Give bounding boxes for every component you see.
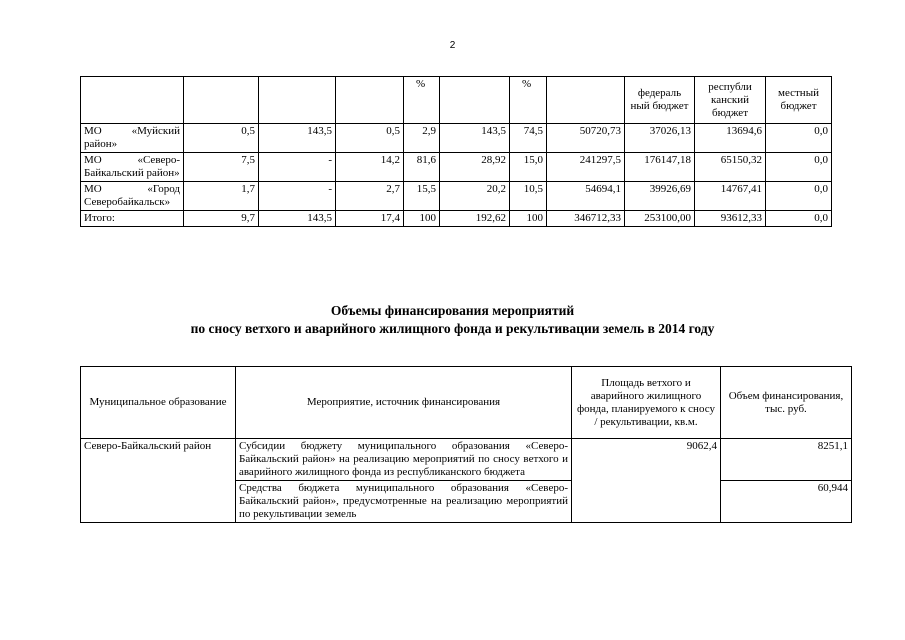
table-cell: 20,2 <box>440 182 510 211</box>
table-cell: 28,92 <box>440 153 510 182</box>
table-cell: 0,5 <box>184 124 259 153</box>
amount-value: 60,944 <box>721 481 852 523</box>
header-cell <box>184 77 259 124</box>
table-cell: 14767,41 <box>695 182 766 211</box>
table-cell: 37026,13 <box>625 124 695 153</box>
table-cell: 15,0 <box>510 153 547 182</box>
district-name: МО «Город Северобайкальск» <box>81 182 184 211</box>
area-value: 9062,4 <box>572 439 721 523</box>
table-cell: 100 <box>404 211 440 227</box>
page-number: 2 <box>449 40 456 51</box>
table-cell: 17,4 <box>336 211 404 227</box>
measure-description: Субсидии бюджету муниципального образования «Северо-Байкальский район» на реализацию мероприятий по сносу ветхого и аварийного жилищного фонда из республиканского бюджета <box>236 439 572 481</box>
table-cell: 241297,5 <box>547 153 625 182</box>
table-cell: 39926,69 <box>625 182 695 211</box>
table-cell: 0,5 <box>336 124 404 153</box>
table-cell: 253100,00 <box>625 211 695 227</box>
header-republic-budget: республи канский бюджет <box>695 77 766 124</box>
header-cell-percent: % <box>404 77 440 124</box>
amount-value: 8251,1 <box>721 439 852 481</box>
table-cell: 0,0 <box>766 153 832 182</box>
table-cell: 13694,6 <box>695 124 766 153</box>
financing-table <box>80 366 852 523</box>
table-header-row <box>81 367 852 439</box>
district-name: МО «Муйский район» <box>81 124 184 153</box>
header-municipality: Муниципальное образование <box>81 367 236 439</box>
table-row <box>81 153 832 182</box>
total-label: Итого: <box>81 211 184 227</box>
table-cell: 9,7 <box>184 211 259 227</box>
header-local-budget: местный бюджет <box>766 77 832 124</box>
header-amount: Объем финансирования, тыс. руб. <box>721 367 852 439</box>
table-cell: - <box>259 153 336 182</box>
measure-description: Средства бюджета муниципального образования «Северо-Байкальский район», предусмотренные на реализацию мероприятий по рекультивации земель <box>236 481 572 523</box>
section-title-line2: по сносу ветхого и аварийного жилищного фонда и рекультивации земель в 2014 году <box>190 321 715 336</box>
header-cell <box>259 77 336 124</box>
header-cell <box>440 77 510 124</box>
total-row <box>81 211 832 227</box>
header-federal-budget: федераль ный бюджет <box>625 77 695 124</box>
table-cell: 93612,33 <box>695 211 766 227</box>
table-cell: 143,5 <box>259 211 336 227</box>
header-cell <box>547 77 625 124</box>
table-cell: 50720,73 <box>547 124 625 153</box>
district-name: МО «Северо-Байкальский район» <box>81 153 184 182</box>
table-cell: 0,0 <box>766 182 832 211</box>
table-cell: 346712,33 <box>547 211 625 227</box>
table-cell: 7,5 <box>184 153 259 182</box>
municipality-name: Северо-Байкальский район <box>81 439 236 523</box>
table-cell: 15,5 <box>404 182 440 211</box>
table-cell: 100 <box>510 211 547 227</box>
table-cell: 192,62 <box>440 211 510 227</box>
table-cell: 14,2 <box>336 153 404 182</box>
header-measure: Мероприятие, источник финансирования <box>236 367 572 439</box>
table-cell: 1,7 <box>184 182 259 211</box>
header-cell <box>81 77 184 124</box>
section-title-line1: Объемы финансирования мероприятий <box>330 303 575 318</box>
table-cell: 176147,18 <box>625 153 695 182</box>
table-cell: 10,5 <box>510 182 547 211</box>
header-cell-percent: % <box>510 77 547 124</box>
table-cell: 2,7 <box>336 182 404 211</box>
table-cell: 54694,1 <box>547 182 625 211</box>
table-cell: 81,6 <box>404 153 440 182</box>
header-area: Площадь ветхого и аварийного жилищного фонда, планируемого к сносу / рекультивации, кв.м. <box>572 367 721 439</box>
header-cell <box>336 77 404 124</box>
table-header-row <box>81 77 832 124</box>
table-cell: 0,0 <box>766 211 832 227</box>
table-cell: 74,5 <box>510 124 547 153</box>
table-row <box>81 439 852 481</box>
table-row <box>81 182 832 211</box>
district-summary-table <box>80 76 832 227</box>
table-cell: - <box>259 182 336 211</box>
table-cell: 65150,32 <box>695 153 766 182</box>
table-row <box>81 124 832 153</box>
table-cell: 143,5 <box>259 124 336 153</box>
table-cell: 2,9 <box>404 124 440 153</box>
table-cell: 0,0 <box>766 124 832 153</box>
table-cell: 143,5 <box>440 124 510 153</box>
